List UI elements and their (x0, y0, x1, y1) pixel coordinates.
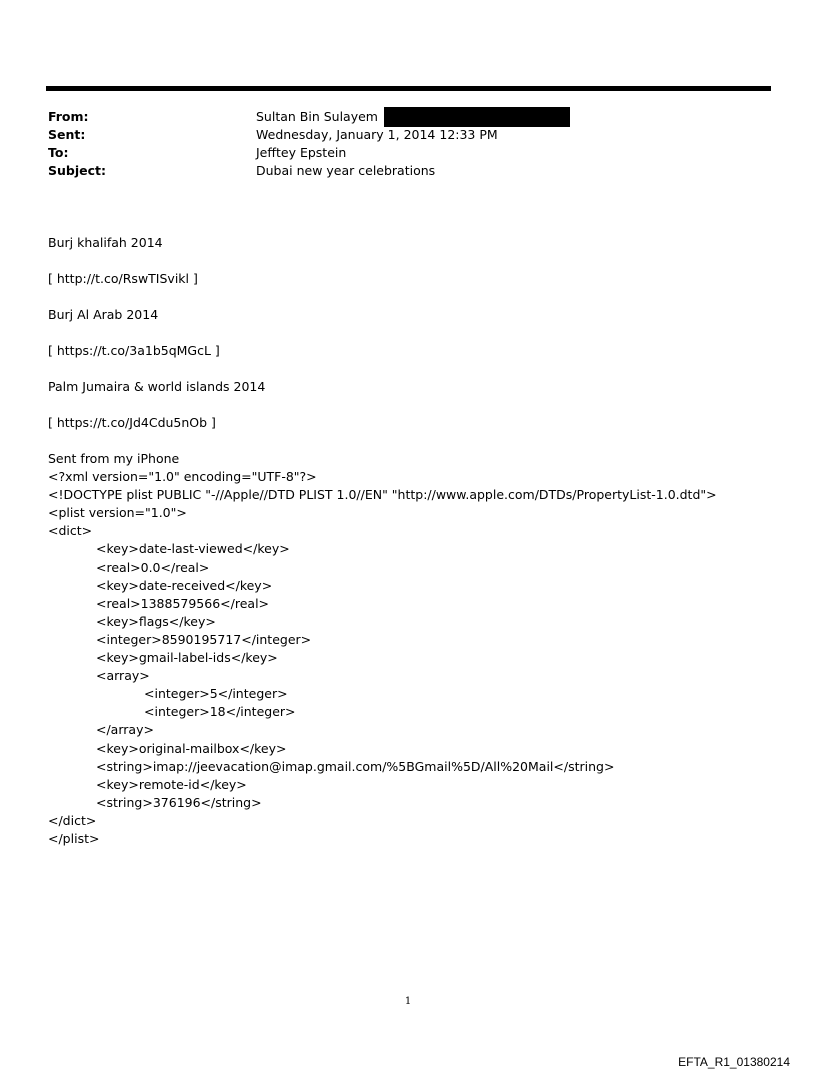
subject-value: Dubai new year celebrations (256, 163, 436, 178)
code-line: <plist version="1.0"> (48, 505, 187, 521)
document-id: EFTA_R1_01380214 (678, 1055, 790, 1069)
code-line: <key>date-last-viewed</key> (96, 541, 290, 557)
signature: Sent from my iPhone (48, 451, 180, 466)
link-3[interactable]: [ https://t.co/Jd4Cdu5nOb ] (48, 415, 216, 430)
body-line-burj-khalifah: Burj khalifah 2014 (48, 235, 163, 250)
code-line: <string>376196</string> (96, 794, 262, 810)
code-line: <real>0.0</real> (96, 559, 210, 575)
body-line-palm-jumaira: Palm Jumaira & world islands 2014 (48, 379, 266, 394)
code-line: </array> (96, 722, 154, 738)
code-line: <key>original-mailbox</key> (96, 740, 287, 756)
from-name: Sultan Bin Sulayem (256, 109, 378, 124)
page-number: 1 (404, 996, 412, 1007)
sent-row (48, 126, 768, 144)
from-value (256, 108, 570, 127)
from-row (48, 108, 768, 126)
code-line: <integer>5</integer> (144, 686, 288, 702)
sent-value: Wednesday, January 1, 2014 12:33 PM (256, 127, 498, 142)
to-label: To: (48, 145, 69, 160)
code-line: <key>date-received</key> (96, 577, 273, 593)
to-value: Jefftey Epstein (256, 145, 347, 160)
code-line: <integer>18</integer> (144, 704, 296, 720)
code-line: </dict> (48, 812, 97, 828)
link-1[interactable]: [ http://t.co/RswTISvikl ] (48, 271, 198, 286)
code-line: <real>1388579566</real> (96, 595, 270, 611)
code-line: <?xml version="1.0" encoding="UTF-8"?> (48, 469, 317, 485)
body-line-burj-al-arab: Burj Al Arab 2014 (48, 307, 159, 322)
code-line: </plist> (48, 830, 100, 846)
from-label: From: (48, 109, 89, 124)
redaction-box (384, 107, 570, 127)
code-line: <integer>8590195717</integer> (96, 631, 312, 647)
code-line: <key>remote-id</key> (96, 776, 247, 792)
code-line: <string>imap://jeevacation@imap.gmail.com/%5BGmail%5D/All%20Mail</string> (96, 758, 615, 774)
plist-block (48, 450, 717, 848)
sent-label: Sent: (48, 127, 86, 142)
code-line: <key>gmail-label-ids</key> (96, 650, 278, 666)
subject-label: Subject: (48, 163, 106, 178)
subject-row (48, 162, 768, 180)
link-2[interactable]: [ https://t.co/3a1b5qMGcL ] (48, 343, 220, 358)
code-line: <!DOCTYPE plist PUBLIC "-//Apple//DTD PLIST 1.0//EN" "http://www.apple.com/DTDs/PropertyList-1.0.dtd"> (48, 487, 717, 503)
header-rule (46, 86, 771, 91)
code-line: <dict> (48, 523, 93, 539)
code-line: <array> (96, 668, 150, 684)
email-header (48, 108, 768, 180)
to-row (48, 144, 768, 162)
code-line: <key>flags</key> (96, 613, 216, 629)
